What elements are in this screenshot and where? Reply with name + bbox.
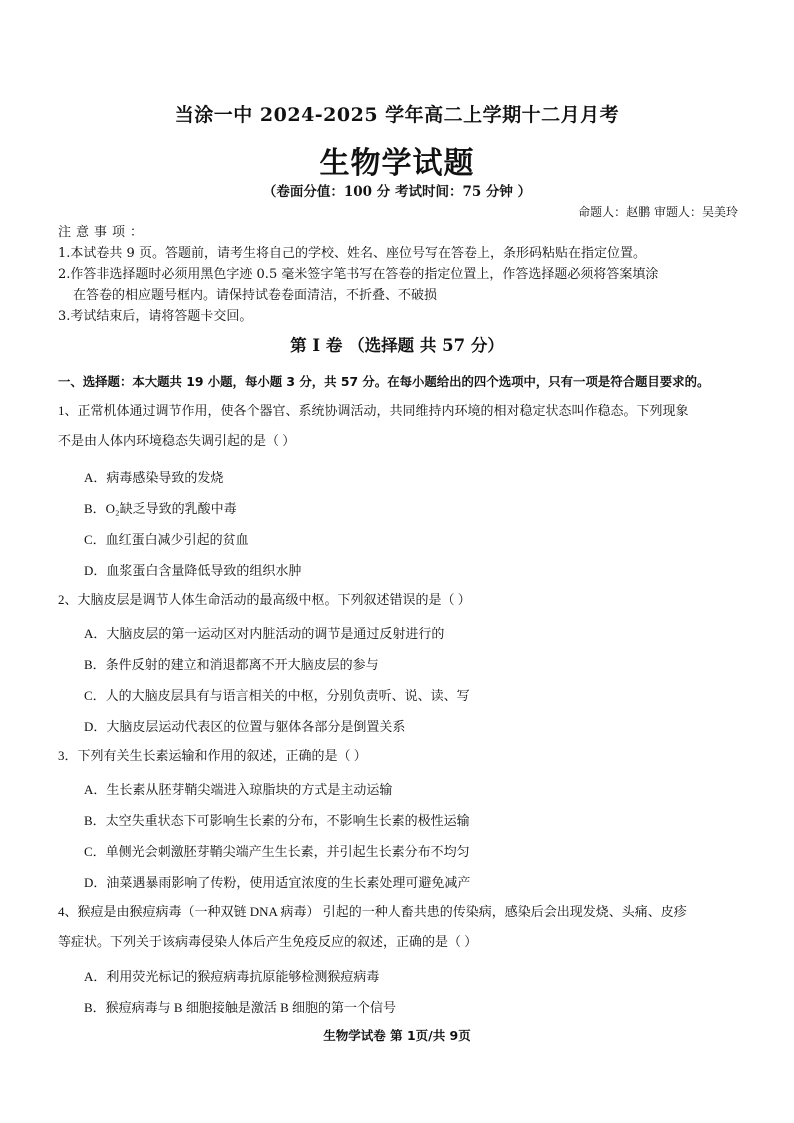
note-item: 1.本试卷共 9 页。答题前，请考生将自己的学校、姓名、座位号写在答卷上，条形码粘贴在指定位置。 [58, 246, 646, 261]
question-stem: 等症状。下列关于该病毒侵染人体后产生免疫反应的叙述，正确的是（ ） [58, 934, 478, 949]
option-d: D．大脑皮层运动代表区的位置与躯体各部分是倒置关系 [84, 719, 406, 734]
page-footer: 生物学试卷 第 1页/共 9页 [323, 1028, 471, 1043]
option-d: D．血浆蛋白含量降低导致的组织水肿 [84, 563, 302, 578]
option-c: C．人的大脑皮层具有与语言相关的中枢，分别负责听、说、读、写 [84, 688, 470, 703]
question-4 [58, 897, 744, 957]
section-description: 一、选择题：本大题共 19 小题，每小题 3 分，共 57 分。在每小题给出的四个选项中，只有一项是符合题目要求的。 [58, 374, 710, 389]
question-stem: 3．下列有关生长素运输和作用的叙述，正确的是（ ） [58, 748, 367, 763]
option-c: C．血红蛋白减少引起的贫血 [84, 532, 249, 547]
option-b: B．条件反射的建立和消退都离不开大脑皮层的参与 [84, 657, 379, 672]
note-item: 3.考试结束后，请将答题卡交回。 [58, 309, 253, 324]
option-a: A．生长素从胚芽鞘尖端进入琼脂块的方式是主动运输 [84, 782, 393, 797]
section-title: 第 I 卷 （选择题 共 57 分） [290, 336, 504, 355]
exam-title-subject: 生物学试题 [319, 146, 475, 181]
question-stem: 2、大脑皮层是调节人体生命活动的最高级中枢。下列叙述错误的是（ ） [58, 592, 471, 607]
option-a: A．病毒感染导致的发烧 [84, 470, 224, 485]
option-a: A．大脑皮层的第一运动区对内脏活动的调节是通过反射进行的 [84, 626, 445, 641]
question-2 [58, 585, 744, 615]
question-1 [58, 396, 744, 456]
exam-title-line1: 当涂一中 2024-2025 学年高二上学期十二月月考 [174, 104, 620, 126]
note-item: 在答卷的相应题号框内。请保持试卷卷面清洁，不折叠、不破损 [73, 288, 438, 303]
exam-notes [58, 222, 748, 327]
score-time-info: （卷面分值：100 分 考试时间：75 分钟 ） [262, 184, 532, 200]
option-b: B．猴痘病毒与 B 细胞接触是激活 B 细胞的第一个信号 [84, 1000, 397, 1015]
option-a: A．利用荧光标记的猴痘病毒抗原能够检测猴痘病毒 [84, 969, 380, 984]
question-stem: 1、正常机体通过调节作用，使各个器官、系统协调活动，共同维持内环境的相对稳定状态叫作稳态。下列现象 [58, 403, 689, 418]
option-b: B．O₂缺乏导致的乳酸中毒 [84, 501, 237, 516]
option-c: C．单侧光会刺激胚芽鞘尖端产生生长素，并引起生长素分布不均匀 [84, 844, 470, 859]
note-item: 2.作答非选择题时必须用黑色字迹 0.5 毫米签字笔书写在答卷的指定位置上，作答选择题必须将答案填涂 [58, 267, 659, 282]
option-b: B．太空失重状态下可影响生长素的分布，不影响生长素的极性运输 [84, 813, 470, 828]
notes-heading: 注意事项： [58, 225, 149, 240]
authors-info: 命题人：赵鹏 审题人：吴美玲 [578, 205, 738, 219]
question-stem: 不是由人体内环境稳态失调引起的是（ ） [58, 433, 296, 448]
option-d: D．油菜遇暴雨影响了传粉，使用适宜浓度的生长素处理可避免减产 [84, 875, 471, 890]
question-stem: 4、猴痘是由猴痘病毒（一种双链 DNA 病毒） 引起的一种人畜共患的传染病，感染后会出现发烧、头痛、皮疹 [58, 904, 687, 919]
question-3 [58, 741, 744, 771]
